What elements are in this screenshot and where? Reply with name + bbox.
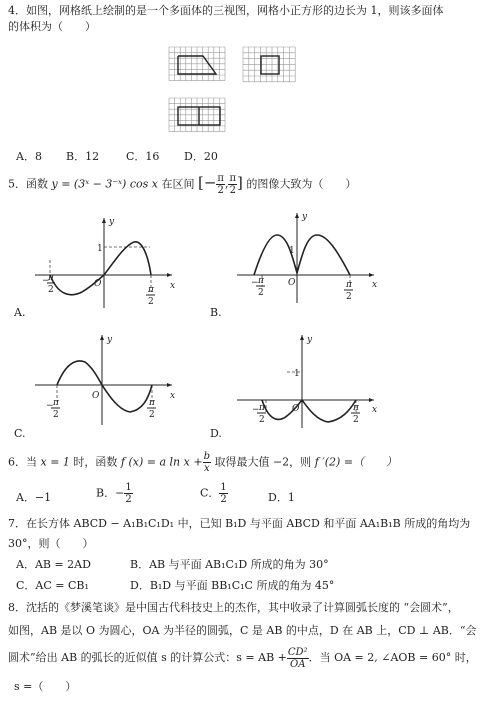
q6-option-a[interactable]: A．−1 <box>16 491 52 504</box>
q5-stem-mid: 在区间 <box>161 177 195 191</box>
svg-text:1: 1 <box>294 369 300 379</box>
q5-function: y = (3ˣ − 3⁻ˣ) cos x <box>51 177 158 191</box>
q5-label-b: B. <box>210 306 222 319</box>
q7-option-b[interactable]: B．AB 与平面 AB₁C₁D 所成的角为 30° <box>130 558 329 571</box>
svg-text:π: π <box>353 403 359 413</box>
q7-option-a[interactable]: A．AB = 2AD <box>16 558 91 571</box>
q5-interval-left-frac: $\frac{\pi}{2}$ <box>217 173 224 196</box>
q5-label-a: A. <box>14 306 26 319</box>
svg-text:x: x <box>170 391 176 401</box>
q6-option-c[interactable]: C． $\frac{1}{2}$ <box>200 482 227 505</box>
q6-option-b[interactable]: B．− $\frac{1}{2}$ <box>96 482 132 505</box>
q5-graph-c[interactable] <box>30 330 180 430</box>
svg-text:y: y <box>307 335 313 345</box>
q5-stem-prefix: 5．函数 <box>8 177 48 191</box>
q5-graph-a[interactable] <box>30 210 180 310</box>
svg-text:2: 2 <box>48 285 54 295</box>
q6-stem: 6．当 x = 1 时，函数 f (x) = a ln x + $\frac{b}{x}$ 取得最大值 −2，则 f ′(2) =（ ） <box>8 451 398 474</box>
q7-stem-line2: 30°，则（ ） <box>8 537 94 550</box>
svg-text:π: π <box>149 398 155 408</box>
q4-top-view <box>168 97 228 135</box>
svg-text:y: y <box>302 212 308 222</box>
q5-label-d: D. <box>210 427 222 440</box>
q5-label-c: C. <box>14 427 26 440</box>
q7-option-d[interactable]: D．B₁D 与平面 BB₁C₁C 所成的角为 45° <box>130 579 335 592</box>
q6-option-d[interactable]: D．1 <box>268 491 295 504</box>
q5-stem-suffix: 的图像大致为（ ） <box>246 177 357 191</box>
q6-fraction: $\frac{b}{x}$ <box>203 451 210 474</box>
svg-text:x: x <box>372 280 378 290</box>
q5-stem: 5．函数 y = (3ˣ − 3⁻ˣ) cos x 在区间 [− $\frac{\pi}{2}$ , $\frac{\pi}{2}$ ] 的图像大致为（ ） <box>8 173 357 196</box>
q4-option-a[interactable]: A．8 <box>16 150 42 163</box>
svg-text:1: 1 <box>289 246 295 256</box>
svg-text:2: 2 <box>53 410 59 420</box>
q5-interval-right-frac: $\frac{\pi}{2}$ <box>229 173 237 196</box>
svg-text:x: x <box>372 405 378 415</box>
q4-stem-line1: 4．如图，网格纸上绘制的是一个多面体的三视图，网格小正方形的边长为 1，则该多面体 <box>8 4 444 17</box>
svg-text:2: 2 <box>148 297 154 307</box>
q5a-one: 1 <box>97 244 103 254</box>
svg-text:O: O <box>292 404 300 414</box>
svg-text:−: − <box>252 405 260 415</box>
q4-stem-line2: 的体积为（ ） <box>8 20 96 33</box>
q7-stem-line1: 7．在长方体 ABCD − A₁B₁C₁D₁ 中，已知 B₁D 与平面 ABCD 和平面 AA₁B₁B 所成的角均为 <box>8 517 471 530</box>
q5-graph-d[interactable] <box>232 330 382 430</box>
q8-line4: s =（ ） <box>14 680 77 693</box>
q5a-origin: O <box>94 279 102 289</box>
svg-text:2: 2 <box>353 415 359 425</box>
svg-text:−: − <box>251 278 259 288</box>
svg-text:π: π <box>259 403 265 413</box>
q5-interval-left: [− <box>197 173 217 192</box>
q4-option-c[interactable]: C．16 <box>126 150 160 163</box>
q8-line1: 8．沈括的《梦溪笔谈》是中国古代科技史上的杰作，其中收录了计算圆弧长度的 “会圆术”， <box>8 601 459 614</box>
svg-text:−: − <box>46 401 54 411</box>
svg-text:π: π <box>48 273 54 283</box>
svg-text:−: − <box>42 276 50 286</box>
q4-option-b[interactable]: B．12 <box>66 150 100 163</box>
svg-text:2: 2 <box>259 415 265 425</box>
q5-interval-right: ] <box>237 173 243 192</box>
svg-text:2: 2 <box>346 292 352 302</box>
q5-graph-b[interactable] <box>232 205 382 305</box>
svg-text:y: y <box>107 335 113 345</box>
svg-text:O: O <box>288 278 296 288</box>
q4-side-view <box>242 46 296 84</box>
q8-line2: 如图，AB 是以 O 为圆心，OA 为半径的圆弧，C 是 AB 的中点，D 在 AB 上，CD ⊥ AB．“会 <box>8 624 477 637</box>
svg-text:π: π <box>53 398 59 408</box>
q5a-y-label: y <box>109 217 115 227</box>
svg-text:π: π <box>346 280 352 290</box>
q4-front-view <box>168 46 228 84</box>
svg-text:O: O <box>92 391 100 401</box>
svg-text:π: π <box>148 285 154 295</box>
svg-text:2: 2 <box>149 410 155 420</box>
q5a-x-label: x <box>170 281 176 291</box>
svg-text:π: π <box>258 276 264 286</box>
q8-line3: 圆术”给出 AB 的弧长的近似值 s 的计算公式：s = AB + $\frac{\text{CD²}}{OA}$ ．当 OA = 2, ∠AOB = 60° 时， <box>8 646 477 670</box>
q7-option-c[interactable]: C．AC = CB₁ <box>16 579 89 592</box>
svg-text:2: 2 <box>258 288 264 298</box>
q4-option-d[interactable]: D．20 <box>184 150 218 163</box>
